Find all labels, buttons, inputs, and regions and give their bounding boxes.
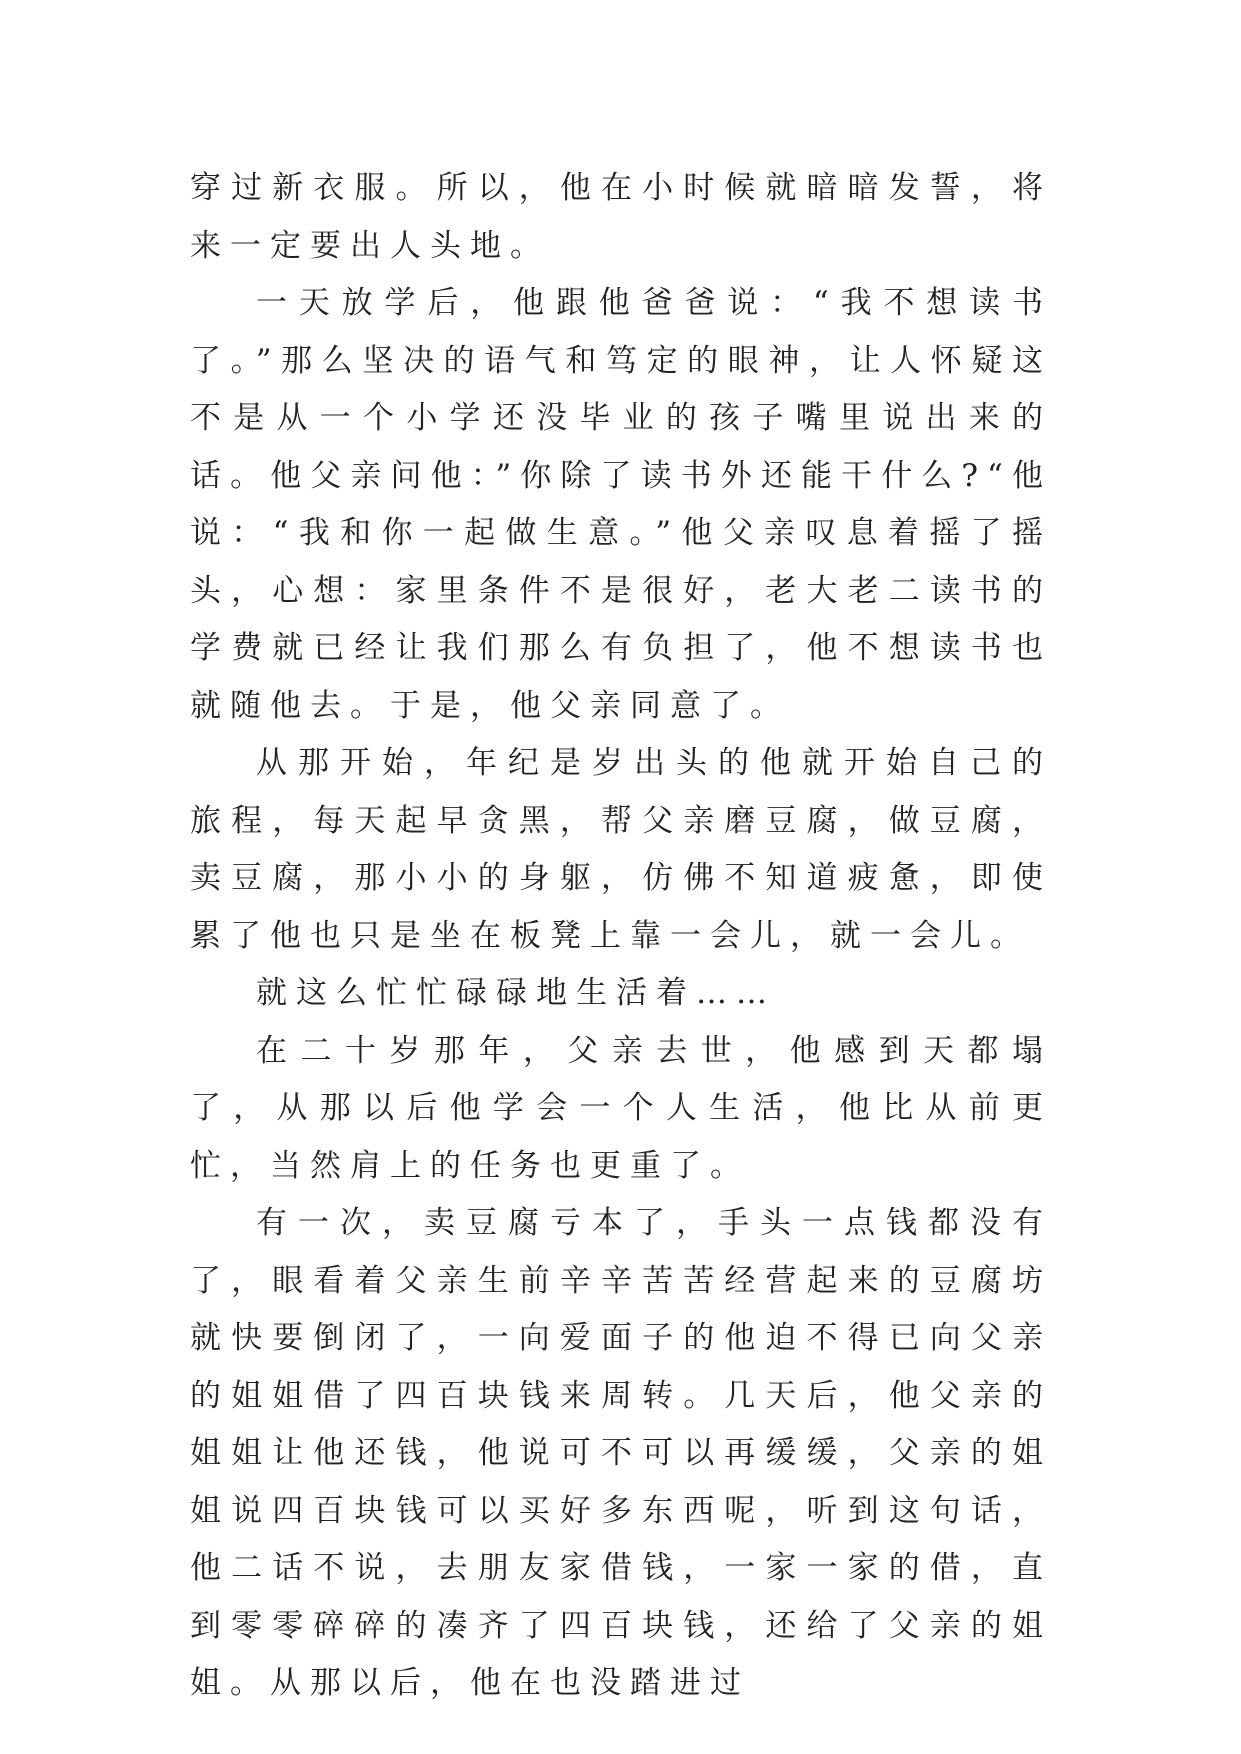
- paragraph-2: 一天放学后，他跟他爸爸说：“我不想读书了。”那么坚决的语气和笃定的眼神，让人怀疑这不是从一个小学还没毕业的孩子嘴里说出来的话。他父亲问他：”你除了读书外还能干什么?“他说：“我和你一起做生意。”他父亲叹息着摇了摇头，心想：家里条件不是很好，老大老二读书的学费就已经让我们那么有负担了，他不想读书也就随他去。于是，他父亲同意了。: [190, 285, 1052, 724]
- paragraph-5: 在二十岁那年，父亲去世，他感到天都塌了，从那以后他学会一个人生活，他比从前更忙，当然肩上的任务也更重了。: [190, 1032, 1052, 1184]
- body-text: [190, 160, 1052, 1713]
- paragraph-4: 就这么忙忙碌碌地生活着……: [256, 975, 776, 1011]
- paragraph-3: 从那开始，年纪是岁出头的他就开始自己的旅程，每天起早贪黑，帮父亲磨豆腐，做豆腐，卖豆腐，那小小的身躯，仿佛不知道疲惫，即使累了他也只是坐在板凳上靠一会儿，就一会儿。: [190, 745, 1052, 954]
- paragraph-1: 穿过新衣服。所以，他在小时候就暗暗发誓，将来一定要出人头地。: [190, 170, 1052, 264]
- paragraph-6: 有一次，卖豆腐亏本了，手头一点钱都没有了，眼看着父亲生前辛辛苦苦经营起来的豆腐坊就快要倒闭了，一向爱面子的他迫不得已向父亲的姐姐借了四百块钱来周转。几天后，他父亲的姐姐让他还钱，他说可不可以再缓缓，父亲的姐姐说四百块钱可以买好多东西呢，听到这句话，他二话不说，去朋友家借钱，一家一家的借，直到零零碎碎的凑齐了四百块钱，还给了父亲的姐姐。从那以后，他在也没踏进过: [190, 1205, 1052, 1701]
